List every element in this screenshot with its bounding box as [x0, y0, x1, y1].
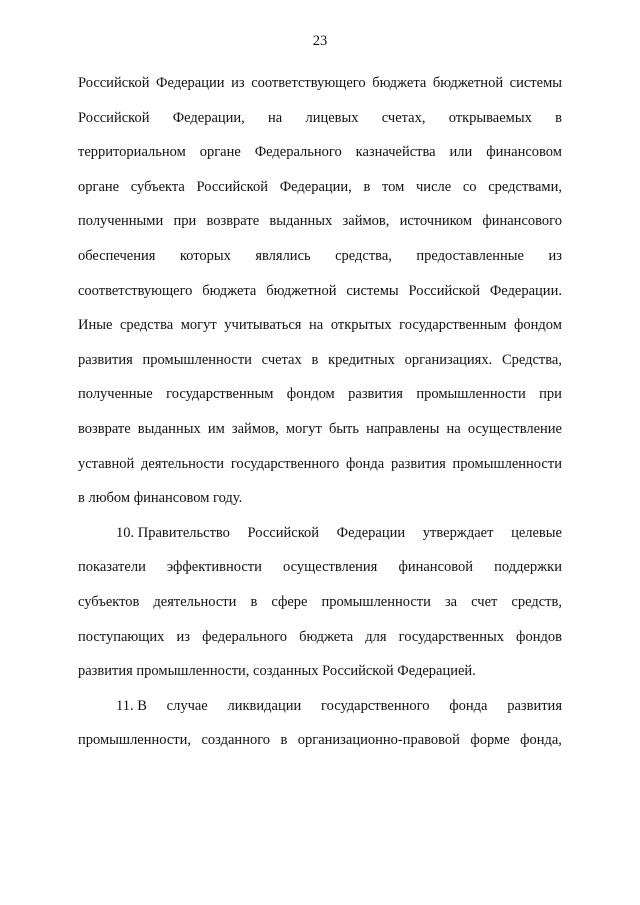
word: государственным: [166, 386, 274, 403]
text-line: [78, 66, 562, 101]
word: бюджетной: [432, 75, 504, 91]
word: им: [207, 420, 225, 437]
word: фонда: [346, 455, 385, 472]
word: Российской: [78, 75, 150, 91]
word: выданных: [269, 213, 333, 230]
word: Средства,: [501, 351, 562, 368]
word: Федерации,: [172, 109, 245, 126]
word: казначейства: [355, 144, 436, 161]
word: в: [250, 593, 258, 610]
word: промышленности,: [78, 732, 192, 749]
word: которых: [179, 247, 231, 264]
word: соответствующего: [251, 75, 366, 91]
word: открытых: [330, 317, 392, 334]
text-line: [78, 689, 562, 724]
text-line: [78, 723, 562, 758]
word: промышленности: [142, 351, 252, 368]
text-line: [78, 343, 562, 378]
word: или: [449, 144, 473, 161]
word: лицевых: [305, 109, 359, 126]
word: средств,: [511, 593, 562, 610]
word: соответствующего: [78, 282, 193, 299]
word: случае: [166, 697, 208, 714]
word: Федерации: [156, 75, 225, 91]
text-line: [78, 170, 562, 205]
word: счетах,: [381, 109, 426, 126]
word: из: [231, 75, 245, 91]
word: бюджета: [202, 282, 257, 299]
word: в: [311, 351, 319, 368]
text-line: [78, 654, 562, 689]
word: являлись: [255, 247, 311, 264]
word: займов,: [342, 213, 390, 230]
word: возврате: [78, 420, 131, 437]
word: финансового: [482, 213, 562, 230]
word: уставной: [78, 455, 135, 472]
word: бюджетной: [266, 282, 337, 299]
word: промышленности: [452, 455, 562, 472]
word: займов,: [231, 420, 279, 437]
word: территориальном: [78, 144, 186, 161]
word: фондом: [286, 386, 335, 403]
text-line: [78, 308, 562, 343]
word: 10. Правительство: [116, 524, 230, 541]
word: органе: [199, 144, 241, 161]
word: сфере: [271, 593, 308, 610]
text-line: [78, 135, 562, 170]
word: предоставленные: [416, 247, 524, 264]
word: в: [363, 178, 371, 195]
word: в: [280, 732, 288, 749]
word: Федерального: [254, 144, 342, 161]
text-line: [78, 481, 562, 516]
word: развития: [78, 351, 133, 368]
word: органе: [78, 178, 120, 195]
word: Российской: [78, 109, 150, 126]
word: организационно-правовой: [297, 732, 460, 749]
word: Российской: [247, 524, 320, 541]
word: могут: [180, 317, 217, 334]
text-line: [78, 274, 562, 309]
word: организациях.: [404, 351, 493, 368]
document-body: [78, 66, 562, 758]
word: федерального: [202, 628, 288, 645]
word: Российской: [196, 178, 268, 195]
word: полученные: [78, 386, 153, 403]
page-number: 23: [312, 33, 328, 49]
word: средствами,: [488, 178, 562, 195]
text-line: [78, 516, 562, 551]
word: при: [173, 213, 197, 230]
word: быть: [328, 420, 360, 437]
word: показатели: [78, 559, 146, 576]
text-line: [78, 204, 562, 239]
word: при: [539, 386, 562, 403]
word: том: [382, 178, 405, 195]
word: деятельности: [141, 455, 225, 472]
word: бюджета: [372, 75, 427, 91]
word: форме: [470, 732, 510, 749]
word: Иные: [78, 317, 113, 334]
text-line: [78, 585, 562, 620]
word: фонда,: [520, 732, 562, 749]
word: развития: [348, 386, 403, 403]
word: бюджета: [299, 628, 354, 645]
word: счет: [471, 593, 498, 610]
word: промышленности: [321, 593, 431, 610]
word: финансовом: [486, 144, 562, 161]
word: выданных: [137, 420, 201, 437]
word: эффективности: [166, 559, 262, 576]
word: фондом: [513, 317, 562, 334]
word: развития: [507, 697, 562, 714]
word: на: [268, 109, 283, 126]
word: со: [462, 178, 477, 195]
word: обеспечения: [78, 247, 156, 264]
text-line: [78, 101, 562, 136]
line-text: в любом финансовом году.: [78, 490, 243, 507]
word: созданного: [201, 732, 271, 749]
word: поддержки: [494, 559, 562, 576]
word: на: [309, 317, 324, 334]
text-line: [78, 377, 562, 412]
word: финансовой: [398, 559, 474, 576]
word: Федерации.: [489, 282, 562, 299]
word: осуществление: [467, 420, 562, 437]
text-line: [78, 412, 562, 447]
word: кредитных: [328, 351, 395, 368]
word: направлены: [366, 420, 440, 437]
text-line: [78, 447, 562, 482]
word: поступающих: [78, 628, 165, 645]
word: государственным: [399, 317, 507, 334]
word: фонда: [449, 697, 488, 714]
text-line: [78, 550, 562, 585]
word: 11. В: [116, 697, 147, 714]
text-line: [78, 239, 562, 274]
word: промышленности: [416, 386, 526, 403]
line-text: развития промышленности, созданных Российской Федерацией.: [78, 663, 476, 680]
word: осуществления: [283, 559, 378, 576]
word: ликвидации: [227, 697, 302, 714]
text-line: [78, 620, 562, 655]
word: субъектов: [78, 593, 140, 610]
word: развития: [390, 455, 446, 472]
word: средства: [120, 317, 174, 334]
word: Федерации,: [279, 178, 352, 195]
word: целевые: [511, 524, 562, 541]
word: системы: [346, 282, 399, 299]
word: системы: [509, 75, 562, 91]
word: могут: [285, 420, 322, 437]
word: из: [548, 247, 562, 264]
word: из: [176, 628, 190, 645]
word: фондов: [516, 628, 562, 645]
word: за: [444, 593, 458, 610]
word: субъекта: [130, 178, 185, 195]
word: числе: [416, 178, 452, 195]
word: полученными: [78, 213, 164, 230]
word: на: [446, 420, 461, 437]
word: учитываться: [224, 317, 302, 334]
word: государственного: [321, 697, 430, 714]
word: утверждает: [422, 524, 494, 541]
word: открываемых: [448, 109, 532, 126]
word: государственного: [230, 455, 340, 472]
word: Федерации: [336, 524, 406, 541]
word: деятельности: [153, 593, 237, 610]
word: источником: [399, 213, 473, 230]
word: в: [555, 109, 562, 126]
word: возврате: [206, 213, 260, 230]
word: Российской: [408, 282, 480, 299]
word: для: [365, 628, 387, 645]
word: средства,: [335, 247, 392, 264]
word: государственных: [398, 628, 504, 645]
word: счетах: [261, 351, 302, 368]
